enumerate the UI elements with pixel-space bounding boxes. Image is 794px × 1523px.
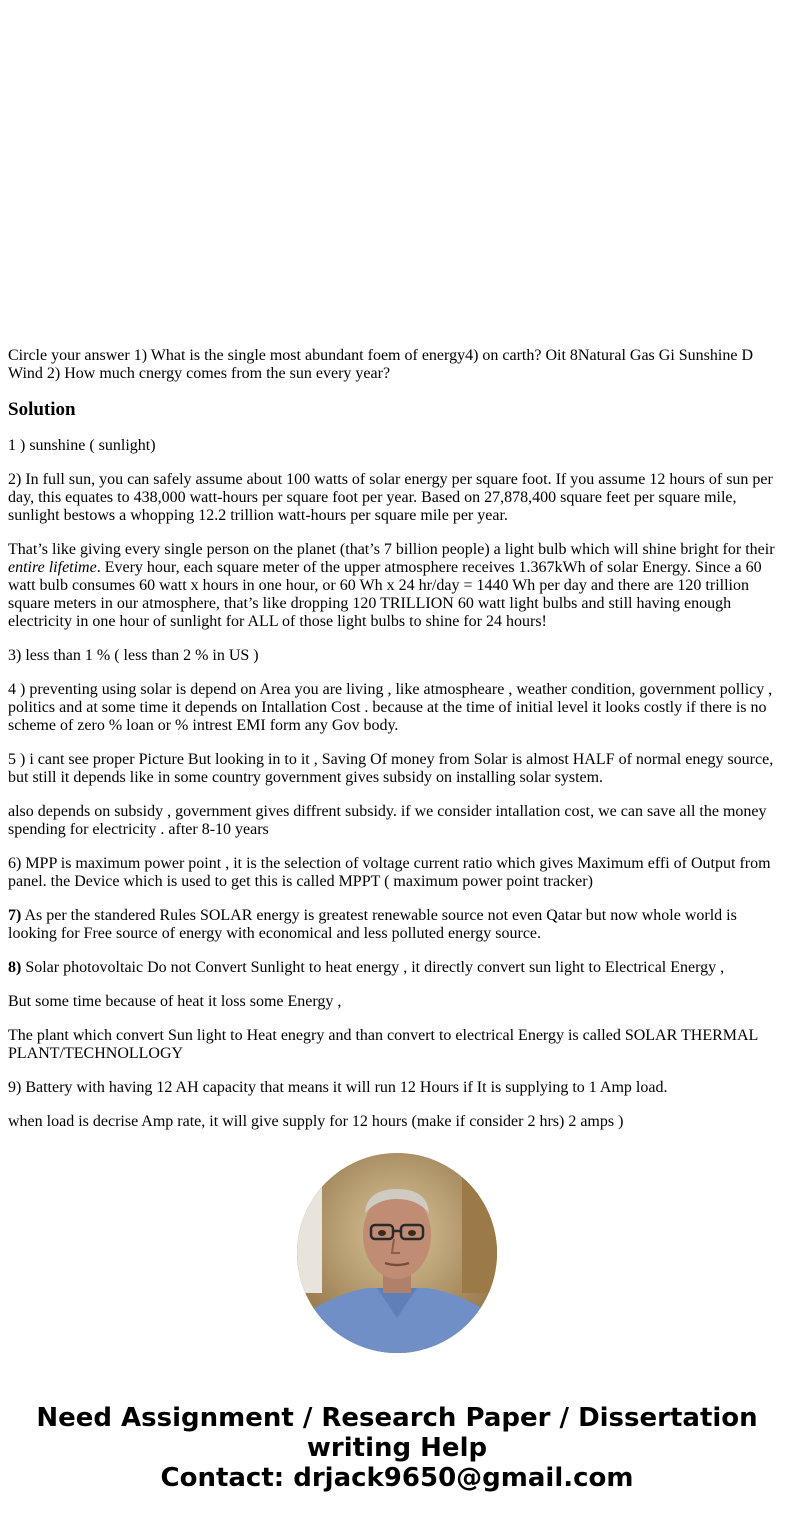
document-body xyxy=(8,347,786,1130)
answer-4: 4 ) preventing using solar is depend on Area you are living , like atmospheare , weather condition, government pollicy , politics and at some time it depends on Intallation Cost . because at the time of initial level it looks costly if there is no scheme of zero % loan or % intrest EMI form any Gov body. xyxy=(8,681,773,734)
answer-9: 9) Battery with having 12 AH capacity that means it will run 12 Hours if It is supplying to 1 Amp load. xyxy=(8,1079,668,1096)
answer-6: 6) MPP is maximum power point , it is the selection of voltage current ratio which gives Maximum effi of Output from panel. the Device which is used to get this is called MPPT ( maximum power point tracker) xyxy=(8,855,771,890)
answer-2: 2) In full sun, you can safely assume about 100 watts of solar energy per square foot. If you assume 12 hours of sun per day, this equates to 438,000 watt-hours per square foot per year. Based on 27,878,400 square feet per square mile, sunlight bestows a whopping 12.2 trillion watt-hours per square mile per year. xyxy=(8,471,773,524)
answer-8-thermal: The plant which convert Sun light to Heat enegry and than convert to electrical Energy is called SOLAR THERMAL PLANT/TECHNOLLOGY xyxy=(8,1027,758,1062)
answer-5-continued: also depends on subsidy , government gives diffrent subsidy. if we consider intallation cost, we can save all the money spending for electricity . after 8-10 years xyxy=(8,803,767,838)
answer-1: 1 ) sunshine ( sunlight) xyxy=(8,437,156,454)
solution-heading: Solution xyxy=(8,399,76,420)
answer-9-continued: when load is decrise Amp rate, it will give supply for 12 hours (make if consider 2 hrs) 2 amps ) xyxy=(8,1113,624,1130)
banner-line-1: Need Assignment / Research Paper / Dissertation xyxy=(36,1403,758,1433)
avatar xyxy=(297,1153,497,1353)
answer-7: 7) As per the standered Rules SOLAR energy is greatest renewable source not even Qatar but now whole world is looking for Free source of energy with economical and less polluted energy source. xyxy=(8,907,737,942)
portrait-photo xyxy=(297,1153,497,1353)
answer-8-note: But some time because of heat it loss some Energy , xyxy=(8,993,342,1010)
answer-5: 5 ) i cant see proper Picture But looking in to it , Saving Of money from Solar is almost HALF of normal enegy source, but still it depends like in some country government gives subsidy on installing solar system. xyxy=(8,751,774,786)
banner-contact-email: Contact: drjack9650@gmail.com xyxy=(160,1463,634,1493)
contact-banner xyxy=(0,1403,794,1493)
banner-line-2: writing Help xyxy=(306,1433,488,1463)
answer-3: 3) less than 1 % ( less than 2 % in US ) xyxy=(8,647,259,664)
question-text: Circle your answer 1) What is the single most abundant foem of energy4) on carth? Oit 8Natural Gas Gi Sunshine D Wind 2) How much cnergy comes from the sun every year? xyxy=(8,347,754,382)
answer-2-continued: That’s like giving every single person on the planet (that’s 7 billion people) a light bulb which will shine bright for their entire lifetime. Every hour, each square meter of the upper atmosphere receives 1.367kWh of solar Energy. Since a 60 watt bulb consumes 60 watt x hours in one hour, or 60 Wh x 24 hr/day = 1440 Wh per day and there are 120 trillion square meters in our atmosphere, that’s like dropping 120 TRILLION 60 watt light bulbs and still having enough electricity in one hour of sunlight for ALL of those light bulbs to shine for 24 hours! xyxy=(8,541,775,630)
answer-8: 8) Solar photovoltaic Do not Convert Sunlight to heat energy , it directly convert sun light to Electrical Energy , xyxy=(8,959,725,976)
